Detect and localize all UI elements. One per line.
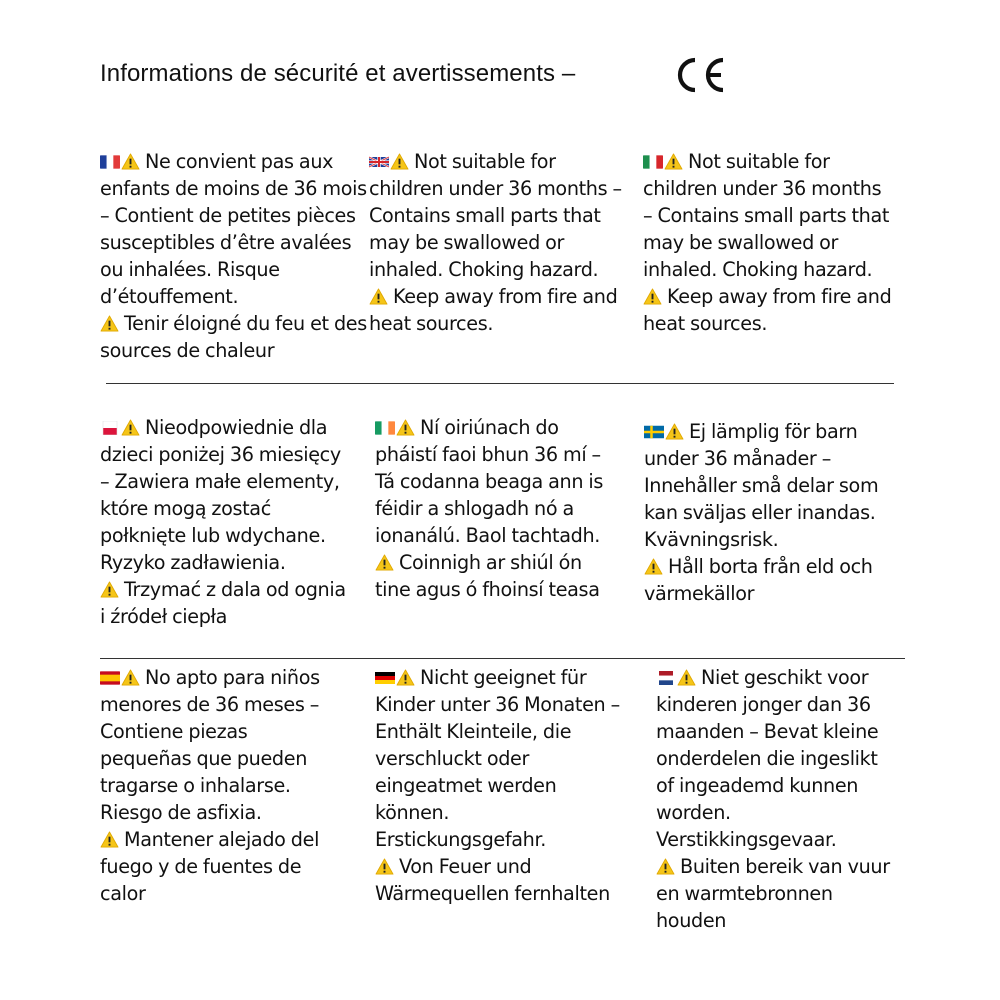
flag-france-icon [100, 155, 120, 169]
warning-icon [100, 581, 119, 598]
warning-icon [121, 419, 140, 436]
warning-block-fr [100, 148, 368, 364]
fire-text-en: Keep away from fire and heat sources. [369, 285, 618, 335]
warning-block-en [369, 148, 627, 337]
flag-netherlands-icon [656, 671, 676, 685]
warning-text-fr: Ne convient pas aux enfants de moins de 36 mois – Contient de petites pièces susceptibles d’être avalées ou inhalées. Risque d’étouffement. [100, 150, 367, 308]
warning-text-nl: Niet geschikt voor kinderen jonger dan 36 maanden – Bevat kleine onderdelen die ingeslikt of ingeademd kunnen worden. Verstikkingsgevaar. [656, 666, 879, 851]
warning-icon [121, 669, 140, 686]
warning-icon [656, 858, 675, 875]
warning-icon [375, 554, 394, 571]
warning-block-nl [656, 664, 896, 934]
warning-icon [677, 669, 696, 686]
warning-icon [665, 423, 684, 440]
warning-text-it: Not suitable for children under 36 months – Contains small parts that may be swallowed or inhaled. Choking hazard. [643, 150, 890, 281]
ce-mark-icon [671, 55, 727, 95]
flag-ireland-icon [375, 421, 395, 435]
warning-text-es: No apto para niños menores de 36 meses – Contiene piezas pequeñas que pueden tragarse o inhalarse. Riesgo de asfixia. [100, 666, 320, 824]
warning-text-de: Nicht geeignet für Kinder unter 36 Monaten – Enthält Kleinteile, die verschluckt oder eingeatmet werden können. Erstickungsgefahr. [375, 666, 620, 851]
fire-text-es: Mantener alejado del fuego y de fuentes de calor [100, 828, 320, 905]
fire-text-nl: Buiten bereik van vuur en warmtebronnen houden [656, 855, 890, 932]
warning-icon [396, 669, 415, 686]
warning-block-pl [100, 414, 348, 630]
warning-icon [369, 288, 388, 305]
warning-text-ga: Ní oiriúnach do pháistí faoi bhun 36 mí – Tá codanna beaga ann is féidir a shlogadh nó a ionanálú. Baol tachtadh. [375, 416, 604, 547]
fire-text-pl: Trzymać z dala od ognia i źródeł ciepła [100, 578, 346, 628]
fire-text-it: Keep away from fire and heat sources. [643, 285, 892, 335]
warning-icon [375, 858, 394, 875]
warning-icon [644, 558, 663, 575]
fire-text-fr: Tenir éloigné du feu et des sources de chaleur [100, 312, 367, 362]
fire-text-de: Von Feuer und Wärmequellen fernhalten [375, 855, 610, 905]
warning-text-en: Not suitable for children under 36 months – Contains small parts that may be swallowed or inhaled. Choking hazard. [369, 150, 622, 281]
warning-icon [664, 153, 683, 170]
warning-icon [100, 831, 119, 848]
warning-icon [390, 153, 409, 170]
flag-uk-icon [369, 155, 389, 169]
warning-block-ga [375, 414, 615, 603]
flag-poland-icon [100, 421, 120, 435]
flag-sweden-icon [644, 425, 664, 439]
fire-text-ga: Coinnigh ar shiúl ón tine agus ó fhoinsí teasa [375, 551, 600, 601]
warning-text-sv: Ej lämplig för barn under 36 månader – Innehåller små delar som kan sväljas eller inandas. Kvävningsrisk. [644, 420, 879, 551]
warning-block-de [375, 664, 625, 907]
warning-icon [643, 288, 662, 305]
warning-block-sv [644, 418, 894, 607]
row-divider [106, 383, 894, 384]
warning-text-pl: Nieodpowiednie dla dzieci poniżej 36 miesięcy – Zawiera małe elementy, które mogą zostać połknięte lub wdychane. Ryzyko zadławienia. [100, 416, 341, 574]
warning-icon [100, 315, 119, 332]
warning-block-es [100, 664, 340, 907]
flag-spain-icon [100, 671, 120, 685]
flag-germany-icon [375, 671, 395, 685]
fire-text-sv: Håll borta från eld och värmekällor [644, 555, 873, 605]
flag-italy-icon [643, 155, 663, 169]
warning-block-it [643, 148, 893, 337]
warning-icon [396, 419, 415, 436]
warning-icon [121, 153, 140, 170]
page-title: Informations de sécurité et avertissements – [100, 60, 576, 87]
row-divider [100, 658, 905, 659]
